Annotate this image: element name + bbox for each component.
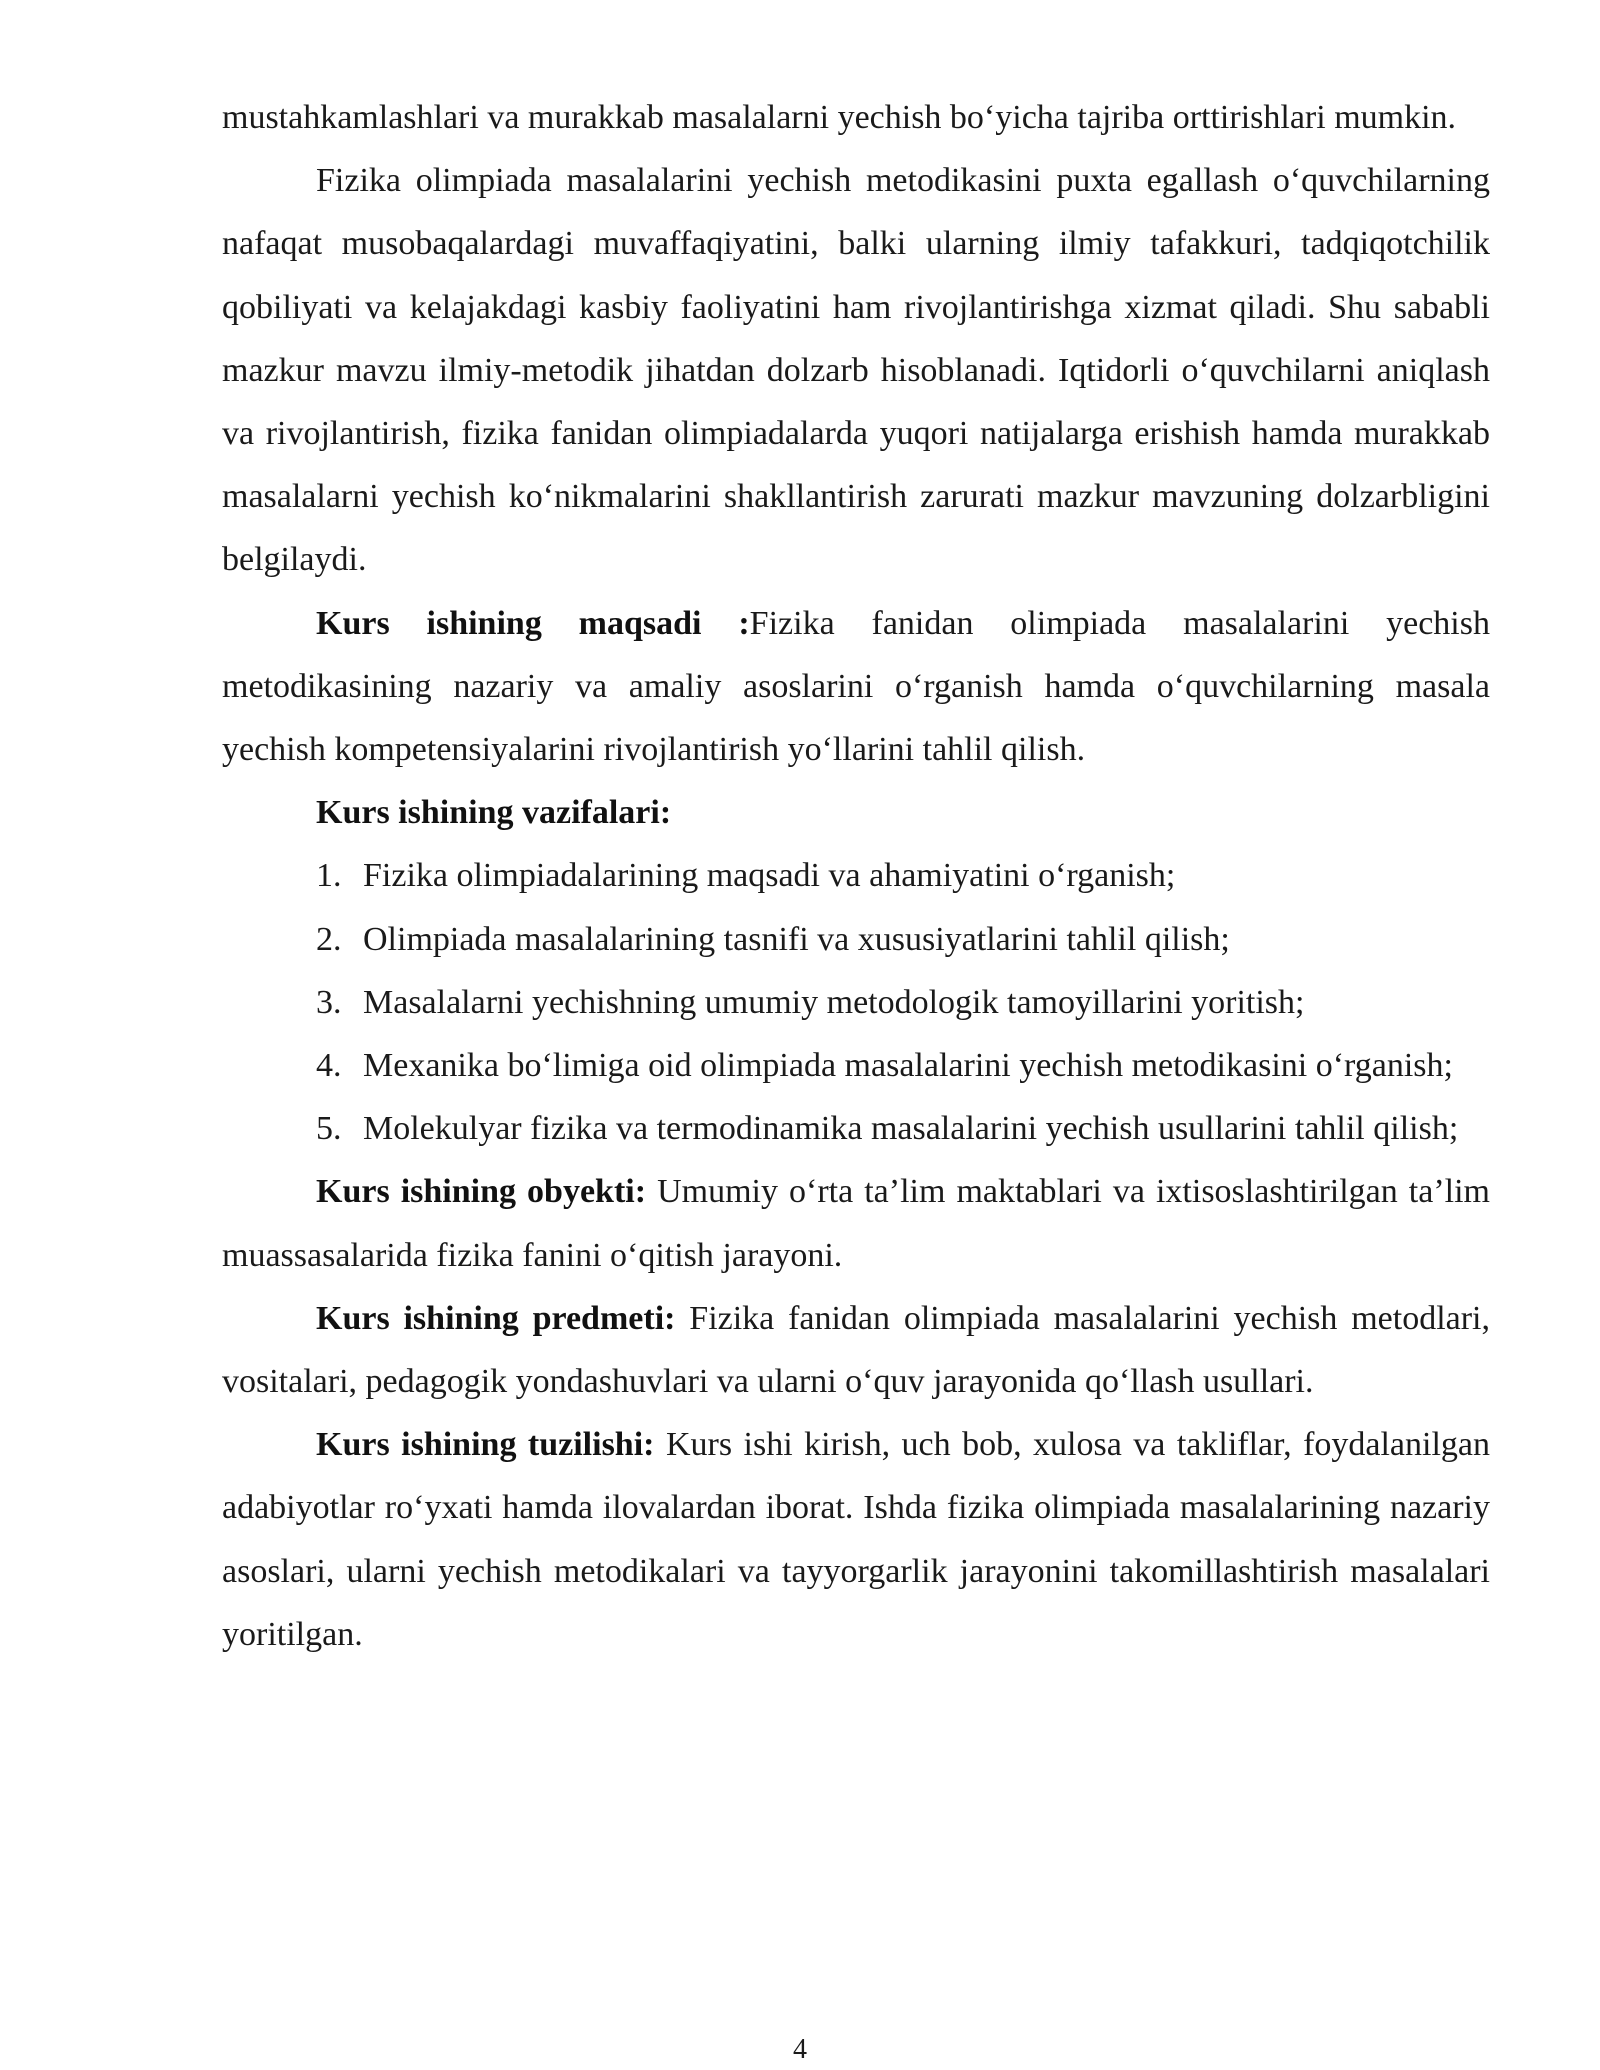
list-item-number: 5. [316,1110,342,1148]
object-text: Umumiy o‘rta ta’lim maktablari va ixtisoslashtirilgan ta’lim muassasalarida fizika fanini o‘qitish jarayoni. [222,1173,1490,1274]
object-label: Kurs ishining obyekti: [316,1173,647,1211]
goal-paragraph [222,592,1490,782]
subject-paragraph [222,1287,1490,1413]
list-item-text: Olimpiada masalalarining tasnifi va xususiyatlarini tahlil qilish; [363,920,1230,958]
goal-label: Kurs ishining maqsadi : [316,604,750,642]
structure-text: Kurs ishi kirish, uch bob, xulosa va takliflar, foydalanilgan adabiyotlar ro‘yxati hamda ilovalardan iborat. Ishda fizika olimpiada masalalarining nazariy asoslari, ularni yechish metodikalari va tayyorgarlik jarayonini takomillashtirish masalalari yoritilgan. [222,1426,1491,1653]
page-number: 4 [793,2034,807,2065]
list-item-number: 4. [316,1047,342,1085]
document-page [222,86,1490,1666]
list-item-number: 2. [316,920,342,958]
list-item [316,1034,1490,1097]
structure-paragraph [222,1413,1490,1666]
list-item [316,1097,1490,1160]
list-item [316,844,1490,907]
tasks-heading [222,781,1490,844]
list-item-text: Fizika olimpiadalarining maqsadi va ahamiyatini o‘rganish; [363,857,1176,895]
relevance-paragraph: Fizika olimpiada masalalarini yechish metodikasini puxta egallash o‘quvchilarning nafaqat musobaqalardagi muvaffaqiyatini, balki ularning ilmiy tafakkuri, tadqiqotchilik qobiliyati va kelajakdagi kasbiy faoliyatini ham rivojlantirishga xizmat qiladi. Shu sababli mazkur mavzu ilmiy-metodik jihatdan dolzarb hisoblanadi. Iqtidorli o‘quvchilarni aniqlash va rivojlantirish, fizika fanidan olimpiadalarda yuqori natijalarga erishish hamda murakkab masalalarni yechish ko‘nikmalarini shakllantirish zarurati mazkur mavzuning dolzarbligini belgilaydi. [222,162,1490,579]
list-item-text: Molekulyar fizika va termodinamika masalalarini yechish usullarini tahlil qilish; [363,1110,1459,1148]
tasks-list [222,844,1490,1160]
object-paragraph [222,1160,1490,1286]
tasks-label: Kurs ishining vazifalari: [316,794,672,832]
list-item [316,971,1490,1034]
subject-label: Kurs ishining predmeti: [316,1299,676,1337]
structure-label: Kurs ishining tuzilishi: [316,1426,655,1464]
subject-text: Fizika fanidan olimpiada masalalarini yechish metodlari, vositalari, pedagogik yondashuvlari va ularni o‘quv jarayonida qo‘llash usullari. [222,1299,1490,1401]
list-item-number: 1. [316,857,342,895]
goal-text: Fizika fanidan olimpiada masalalarini yechish metodikasining nazariy va amaliy asoslarini o‘rganish hamda o‘quvchilarning masala yechish kompetensiyalarini rivojlantirish yo‘llarini tahlil qilish. [222,604,1490,769]
continuation-paragraph: mustahkamlashlari va murakkab masalalarni yechish bo‘yicha tajriba orttirishlari mumkin. [222,99,1457,136]
list-item [316,908,1490,971]
list-item-number: 3. [316,983,342,1021]
list-item-text: Masalalarni yechishning umumiy metodologik tamoyillarini yoritish; [363,983,1305,1021]
list-item-text: Mexanika bo‘limiga oid olimpiada masalalarini yechish metodikasini o‘rganish; [363,1047,1453,1085]
